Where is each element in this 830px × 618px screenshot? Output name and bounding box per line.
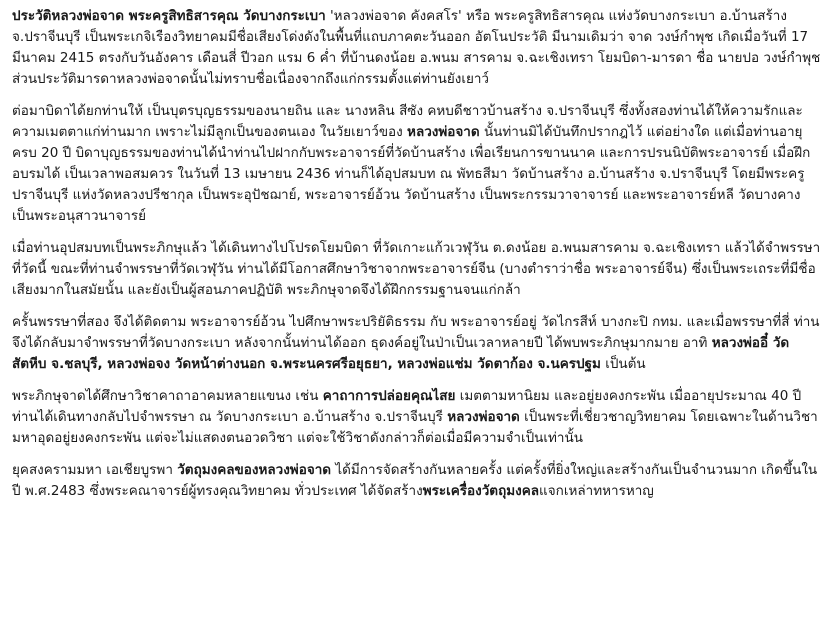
bold-term: วัตถุมงคลของหลวงพ่อจาด — [177, 462, 332, 478]
paragraph-knowledge — [12, 386, 822, 449]
text-run: ต่อมาบิดาได้ยกท่านให้ เป็นบุตรบุญธรรมของนายถิน และ นางหลิน สีซัง คหบดีชาวบ้านสร้าง จ.ปราจีนบุรี ซึ่งทั้งสองท่านได้ให้ความรักและความเมตตาแก่ท่านมาก เพราะไม่มีลูกเป็นของตนเอง ในวัยเยาว์ของ — [12, 103, 803, 140]
text-run: เมตตามหานิยม และอยู่ยงคงกระพัน เมื่ออายุประมาณ 40 ปี ท่านได้เดินทางกลับไปจำพรรษา ณ วัดบางกระเบา อ.บ้านสร้าง จ.ปราจีนบุรี — [12, 388, 802, 425]
text-run: พระภิกษุจาดได้ศึกษาวิชาคาถาอาคมหลายแขนง เช่น — [12, 388, 323, 404]
paragraph-amulets — [12, 460, 822, 502]
bold-term: คาถาการปล่อยคุณไสย — [322, 388, 456, 404]
text-run: เมื่อท่านอุปสมบทเป็นพระภิกษุแล้ว ได้เดินทางไปโปรดโยมบิดา ที่วัดเกาะแก้วเวฬุวัน ต.ดงน้อย อ.พนมสารคาม จ.ฉะเชิงเทรา แล้วได้จำพรรษาที่วัดนี้ ขณะที่ท่านจำพรรษาที่วัดเวฬุวัน ท่านได้มีโอกาสศึกษาวิชาจากพระอาจารย์จีน (บางตำราว่าชื่อ พระอาจารย์จีน) ซึ่งเป็นพระเถระที่มีชื่อเสียงมากในสมัยนั้น และยังเป็นผู้สอนภาคปฏิบัติ พระภิกษุจาดจึงได้ฝึกกรรมฐานจนแก่กล้า — [12, 240, 821, 298]
text-run: ยุคสงครามมหา เอเชียบูรพา — [12, 462, 178, 478]
text-run: นั้นท่านมิได้บันทึกปรากฎไว้ แต่อย่างใด แต่เมื่อท่านอายุครบ 20 ปี บิดาบุญธรรมของท่านได้นำท่านไปฝากกับพระอาจารย์ที่วัดบ้านสร้าง เพื่อเรียนการขานนาค และการปรนนิบัติพระอาจารย์ เมื่อฝึกอบรมได้ เป็นเวลาพอสมควร ในวันที่ 13 เมษายน 2436 ท่านก็ได้อุปสมบท ณ พัทธสีมา วัดบ้านสร้าง อ.บ้านสร้าง จ.ปราจีนบุรี โดยมีพระครูปราจีนบุรี แห่งวัดหลวงปรีชากุล เป็นพระอุปัชฌาย์, พระอาจารย์อ้วน วัดบ้านสร้าง เป็นพระกรรมวาจาจารย์ และพระอาจารย์หลี วัดบางคางเป็นพระอนุสาวนาจารย์ — [12, 124, 811, 224]
text-run: เป็นพระที่เชี่ยวชาญวิทยาคม โดยเฉพาะในด้านวิชามหาอุดอยู่ยงคงกระพัน แต่จะไม่แสดงตนอวดวิชา แต่จะใช้วิชาดังกล่าวก็ต่อเมื่อมีความจำเป็นเท่านั้น — [12, 409, 818, 446]
text-run: เป็นต้น — [600, 356, 646, 372]
bold-name: หลวงพ่อจาด — [407, 124, 480, 140]
article-title: ประวัติหลวงพ่อจาด พระครูสิทธิสารคุณ วัดบางกระเบา — [12, 8, 326, 24]
paragraph-intro — [12, 6, 822, 90]
text-run: แจกเหล่าทหารหาญ — [539, 483, 654, 499]
text-run: ได้มีการจัดสร้างกันหลายครั้ง แต่ครั้งที่ยิ่งใหญ่และสร้างกันเป็นจำนวนมาก เกิดขึ้นในปี พ.ศ.2483 ซึ่งพระคณาจารย์ผู้ทรงคุณวิทยาคม ทั่วประเทศ ได้จัดสร้าง — [12, 462, 818, 499]
paragraph-ordination — [12, 101, 822, 227]
text-run: 'หลวงพ่อจาด คังคสโร' หรือ พระครูสิทธิสารคุณ แห่งวัดบางกระเบา อ.บ้านสร้าง จ.ปราจีนบุรี เป็นพระเกจิเรืองวิทยาคมมีชื่อเสียงโด่งดังในพื้นที่แถบภาคตะวันออก อัตโนประวัติ มีนามเดิมว่า จาด วงษ์กำพุช เกิดเมื่อวันที่ 17 มีนาคม 2415 ตรงกับวันอังคาร เดือนสี่ ปีวอก แรม 6 ค่ำ ที่บ้านดงน้อย อ.พนม สารคาม จ.ฉะเชิงเทรา โยมบิดา-มารดา ชื่อ นายปอ วงษ์กำพุช ส่วนประวัติมารดาหลวงพ่อจาดนั้นไม่ทราบชื่อเนื่องจากถึงแก่กรรมตั้งแต่ท่านยังเยาว์ — [12, 8, 821, 87]
paragraph-pilgrimage — [12, 312, 822, 375]
bold-term: พระเครื่องวัตถุมงคล — [422, 483, 540, 499]
paragraph-training — [12, 238, 822, 301]
bold-name: หลวงพ่อจาด — [447, 409, 520, 425]
text-run: ครั้นพรรษาที่สอง จึงได้ติดตาม พระอาจารย์อ้วน ไปศึกษาพระปริยัติธรรม กับ พระอาจารย์อยู่ วัดไกรสีห์ บางกะปิ กทม. และเมื่อพรรษาที่สี่ ท่านจึงได้กลับมาจำพรรษาที่วัดบางกระเบา หลังจากนั้นท่านได้ออก ธุดงค์อยู่ในป่าเป็นเวลาหลายปี ได้พบพระภิกษุมากมาย อาทิ — [12, 314, 820, 351]
bold-names: หลวงพ่ออี๋ วัดสัตหีบ จ.ชลบุรี, หลวงพ่อจง วัดหน้าต่างนอก จ.พระนครศรีอยุธยา, หลวงพ่อแช่ม วัดตาก้อง จ.นครปฐม — [12, 335, 790, 372]
